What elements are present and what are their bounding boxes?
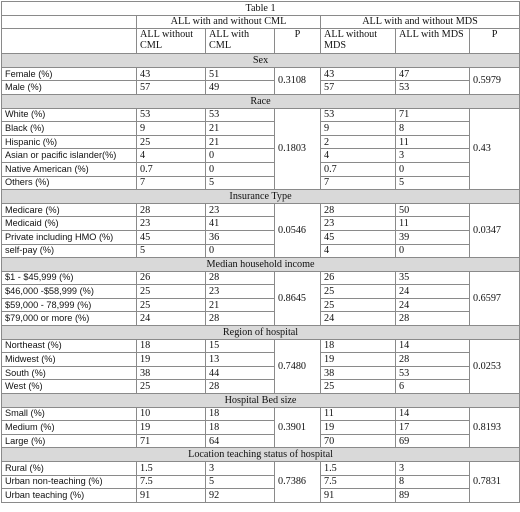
cell-all-without-mds: 4 [321,244,396,258]
table-row [2,380,520,394]
section-header-row [2,190,520,204]
header-blank [2,15,137,29]
cell-all-with-mds: 0 [396,162,470,176]
row-label: Medicaid (%) [2,217,137,231]
cell-all-without-mds: 26 [321,271,396,285]
cell-all-with-mds: 47 [396,67,470,81]
table-row [2,135,520,149]
header-blank [2,29,137,54]
row-label: Others (%) [2,176,137,190]
cell-all-without-mds: 7 [321,176,396,190]
cell-all-without-cml: 25 [137,135,206,149]
cell-all-with-mds: 53 [396,81,470,95]
cell-all-without-mds: 25 [321,380,396,394]
cell-all-with-cml: 18 [206,421,275,435]
table-row [2,162,520,176]
section-header-row [2,326,520,340]
section-title: Region of hospital [2,326,520,340]
group-header-row [2,15,520,29]
table-row [2,271,520,285]
row-label: Private including HMO (%) [2,230,137,244]
cell-all-without-cml: 5 [137,244,206,258]
table-row [2,176,520,190]
section-header-row [2,448,520,462]
table-row [2,81,520,95]
table-row [2,434,520,448]
cell-all-without-mds: 25 [321,285,396,299]
p-value-mds: 0.7831 [470,462,520,503]
cell-all-with-mds: 17 [396,421,470,435]
p-value-mds: 0.5979 [470,67,520,94]
cell-all-without-cml: 7 [137,176,206,190]
section-title: Race [2,94,520,108]
table-row [2,312,520,326]
cell-all-with-cml: 49 [206,81,275,95]
cell-all-with-cml: 0 [206,244,275,258]
row-label: Small (%) [2,407,137,421]
p-value-mds: 0.6597 [470,271,520,325]
cell-all-without-mds: 53 [321,108,396,122]
col-header-all-without-mds: ALL without MDS [321,29,396,54]
section-title: Location teaching status of hospital [2,448,520,462]
cell-all-without-cml: 57 [137,81,206,95]
table-row [2,462,520,476]
row-label: Asian or pacific islander(%) [2,149,137,163]
cell-all-without-cml: 43 [137,67,206,81]
cell-all-with-mds: 0 [396,244,470,258]
cell-all-with-cml: 28 [206,312,275,326]
cell-all-with-mds: 14 [396,407,470,421]
column-header-row [2,29,520,54]
cell-all-without-cml: 28 [137,203,206,217]
cell-all-with-mds: 53 [396,366,470,380]
section-title: Hospital Bed size [2,394,520,408]
row-label: Medicare (%) [2,203,137,217]
cell-all-without-mds: 70 [321,434,396,448]
p-value-cml: 0.3108 [275,67,321,94]
cell-all-with-cml: 36 [206,230,275,244]
cell-all-with-mds: 5 [396,176,470,190]
table-row [2,285,520,299]
cell-all-with-cml: 92 [206,489,275,503]
cell-all-without-mds: 45 [321,230,396,244]
cell-all-without-cml: 0.7 [137,162,206,176]
cell-all-with-cml: 64 [206,434,275,448]
row-label: Male (%) [2,81,137,95]
cell-all-without-cml: 1.5 [137,462,206,476]
cell-all-with-cml: 44 [206,366,275,380]
cell-all-with-mds: 28 [396,353,470,367]
cell-all-with-mds: 11 [396,135,470,149]
cell-all-with-cml: 21 [206,135,275,149]
row-label: Northeast (%) [2,339,137,353]
row-label: $59,000 - 78,999 (%) [2,298,137,312]
cell-all-with-cml: 0 [206,149,275,163]
table-row [2,217,520,231]
section-title: Median household income [2,258,520,272]
table-row [2,149,520,163]
cell-all-without-cml: 45 [137,230,206,244]
cell-all-without-mds: 0.7 [321,162,396,176]
p-value-mds: 0.0347 [470,203,520,257]
row-label: West (%) [2,380,137,394]
table-title: Table 1 [2,2,520,16]
table-row [2,421,520,435]
row-label: Hispanic (%) [2,135,137,149]
cell-all-with-cml: 53 [206,108,275,122]
cell-all-with-cml: 5 [206,176,275,190]
cell-all-with-mds: 8 [396,475,470,489]
group-header-mds: ALL with and without MDS [321,15,520,29]
cell-all-with-cml: 21 [206,298,275,312]
p-value-cml: 0.7480 [275,339,321,393]
p-value-cml: 0.8645 [275,271,321,325]
section-header-row [2,54,520,68]
table-row [2,108,520,122]
cell-all-without-mds: 24 [321,312,396,326]
p-value-cml: 0.1803 [275,108,321,190]
p-value-cml: 0.0546 [275,203,321,257]
table-row [2,489,520,503]
row-label: Urban teaching (%) [2,489,137,503]
cell-all-without-cml: 19 [137,353,206,367]
cell-all-without-mds: 2 [321,135,396,149]
cell-all-without-cml: 4 [137,149,206,163]
row-label: Large (%) [2,434,137,448]
cell-all-with-cml: 15 [206,339,275,353]
cell-all-with-mds: 39 [396,230,470,244]
row-label: Medium (%) [2,421,137,435]
cell-all-without-cml: 9 [137,122,206,136]
row-label: Rural (%) [2,462,137,476]
cell-all-without-mds: 38 [321,366,396,380]
row-label: South (%) [2,366,137,380]
row-label: White (%) [2,108,137,122]
table-row [2,230,520,244]
cell-all-without-mds: 9 [321,122,396,136]
table-row [2,298,520,312]
cell-all-with-mds: 11 [396,217,470,231]
p-value-mds: 0.43 [470,108,520,190]
cell-all-with-mds: 8 [396,122,470,136]
row-label: self-pay (%) [2,244,137,258]
cell-all-with-cml: 3 [206,462,275,476]
cell-all-with-mds: 71 [396,108,470,122]
table-row [2,122,520,136]
col-header-p-mds: P [470,29,520,54]
cell-all-without-cml: 23 [137,217,206,231]
cell-all-without-cml: 91 [137,489,206,503]
cell-all-with-mds: 89 [396,489,470,503]
col-header-all-with-mds: ALL with MDS [396,29,470,54]
cell-all-without-mds: 43 [321,67,396,81]
cell-all-with-mds: 69 [396,434,470,448]
section-header-row [2,94,520,108]
row-label: Female (%) [2,67,137,81]
cell-all-with-cml: 23 [206,203,275,217]
row-label: $46,000 -$58,999 (%) [2,285,137,299]
cell-all-with-cml: 51 [206,67,275,81]
table-row [2,339,520,353]
cell-all-without-mds: 19 [321,353,396,367]
cell-all-without-cml: 25 [137,380,206,394]
title-row [2,2,520,16]
table-row [2,203,520,217]
cell-all-with-cml: 18 [206,407,275,421]
table-row [2,244,520,258]
row-label: Black (%) [2,122,137,136]
cell-all-without-mds: 19 [321,421,396,435]
cell-all-without-cml: 38 [137,366,206,380]
cell-all-without-cml: 24 [137,312,206,326]
cell-all-with-cml: 23 [206,285,275,299]
table-row [2,407,520,421]
cell-all-without-cml: 25 [137,298,206,312]
cell-all-without-mds: 28 [321,203,396,217]
cell-all-without-mds: 18 [321,339,396,353]
section-title: Insurance Type [2,190,520,204]
cell-all-with-mds: 28 [396,312,470,326]
cell-all-without-cml: 19 [137,421,206,435]
cell-all-with-mds: 3 [396,149,470,163]
col-header-all-with-cml: ALL with CML [206,29,275,54]
p-value-mds: 0.8193 [470,407,520,448]
col-header-p-cml: P [275,29,321,54]
section-header-row [2,394,520,408]
table-1 [1,1,520,503]
group-header-cml: ALL with and without CML [137,15,321,29]
cell-all-without-cml: 71 [137,434,206,448]
section-title: Sex [2,54,520,68]
cell-all-with-cml: 21 [206,122,275,136]
cell-all-without-cml: 18 [137,339,206,353]
cell-all-with-mds: 14 [396,339,470,353]
cell-all-without-mds: 57 [321,81,396,95]
row-label: Midwest (%) [2,353,137,367]
cell-all-with-mds: 24 [396,285,470,299]
cell-all-without-cml: 10 [137,407,206,421]
cell-all-with-cml: 28 [206,271,275,285]
row-label: Urban non-teaching (%) [2,475,137,489]
cell-all-with-mds: 6 [396,380,470,394]
cell-all-without-cml: 26 [137,271,206,285]
cell-all-with-cml: 0 [206,162,275,176]
cell-all-without-cml: 25 [137,285,206,299]
row-label: Native American (%) [2,162,137,176]
cell-all-with-cml: 41 [206,217,275,231]
table-row [2,475,520,489]
p-value-cml: 0.3901 [275,407,321,448]
cell-all-without-mds: 7.5 [321,475,396,489]
section-header-row [2,258,520,272]
cell-all-without-mds: 11 [321,407,396,421]
p-value-cml: 0.7386 [275,462,321,503]
cell-all-without-cml: 7.5 [137,475,206,489]
cell-all-without-mds: 91 [321,489,396,503]
row-label: $1 - $45,999 (%) [2,271,137,285]
cell-all-with-mds: 24 [396,298,470,312]
table-row [2,67,520,81]
table-row [2,353,520,367]
cell-all-with-cml: 28 [206,380,275,394]
cell-all-without-mds: 4 [321,149,396,163]
cell-all-with-cml: 13 [206,353,275,367]
cell-all-without-mds: 25 [321,298,396,312]
cell-all-without-mds: 23 [321,217,396,231]
row-label: $79,000 or more (%) [2,312,137,326]
cell-all-without-cml: 53 [137,108,206,122]
cell-all-with-cml: 5 [206,475,275,489]
cell-all-with-mds: 3 [396,462,470,476]
p-value-mds: 0.0253 [470,339,520,393]
cell-all-with-mds: 35 [396,271,470,285]
col-header-all-without-cml: ALL without CML [137,29,206,54]
cell-all-without-mds: 1.5 [321,462,396,476]
table-row [2,366,520,380]
cell-all-with-mds: 50 [396,203,470,217]
